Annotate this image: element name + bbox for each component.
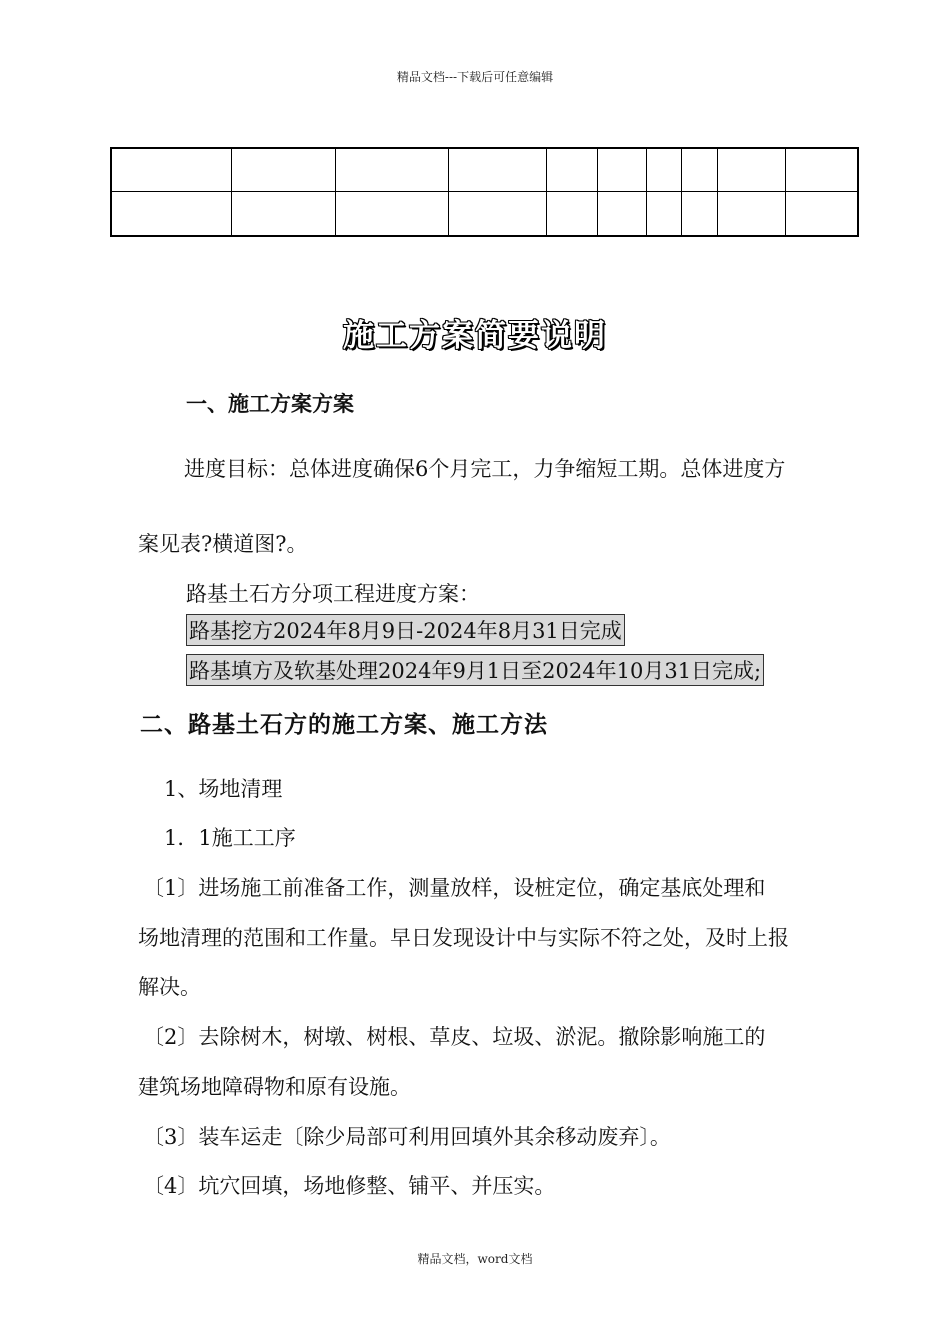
paragraph-line: 〔4〕坑穴回填，场地修整、铺平、并压实。 (143, 1174, 556, 1198)
paragraph-line: 解决。 (138, 975, 201, 999)
table-cell (681, 148, 717, 191)
document-title: 施工方案简要说明 (343, 318, 607, 354)
paragraph-line: 〔2〕去除树木，树墩、树根、草皮、垃圾、淤泥。撤除影响施工的 (143, 1025, 766, 1049)
page-header: 精品文档---下载后可任意编辑 (396, 70, 554, 84)
blank-table (110, 147, 859, 237)
paragraph-line: 场地清理的范围和工作量。早日发现设计中与实际不符之处，及时上报 (138, 926, 789, 950)
table-cell (717, 191, 785, 236)
paragraph-line: 进度目标：总体进度确保6个月完工，力争缩短工期。总体进度方 (184, 457, 786, 481)
paragraph-line: 〔3〕装车运走〔除少局部可利用回填外其余移动废弃〕。 (143, 1125, 671, 1149)
subheading: 1．1施工工序 (164, 826, 296, 850)
highlight-box: 路基挖方2024年8月9日-2024年8月31日完成 (186, 614, 625, 646)
table-cell (681, 191, 717, 236)
section-heading-2: 二、路基土石方的施工方案、施工方法 (140, 712, 548, 738)
table-cell (785, 191, 858, 236)
page-footer: 精品文档，word文档 (417, 1252, 533, 1266)
table-cell (598, 191, 647, 236)
table-cell (335, 191, 448, 236)
section-heading-1: 一、施工方案方案 (186, 392, 354, 416)
table-cell (232, 148, 336, 191)
table-cell (547, 191, 598, 236)
table-cell (335, 148, 448, 191)
highlight-box: 路基填方及软基处理2024年9月1日至2024年10月31日完成; (186, 654, 764, 686)
table-cell (111, 191, 232, 236)
table-cell (647, 148, 682, 191)
table-cell (785, 148, 858, 191)
table-cell (232, 191, 336, 236)
paragraph-line: 案见表?横道图?。 (138, 532, 308, 556)
table-cell (598, 148, 647, 191)
table-cell (647, 191, 682, 236)
paragraph-line: 〔1〕进场施工前准备工作，测量放样，设桩定位，确定基底处理和 (143, 876, 766, 900)
table-cell (547, 148, 598, 191)
paragraph-line: 路基土石方分项工程进度方案： (186, 582, 480, 606)
table-row (111, 191, 858, 236)
subheading: 1、场地清理 (164, 777, 283, 801)
table-cell (111, 148, 232, 191)
table-cell (448, 148, 547, 191)
table-cell (448, 191, 547, 236)
table-row (111, 148, 858, 191)
table-cell (717, 148, 785, 191)
paragraph-line: 建筑场地障碍物和原有设施。 (138, 1075, 411, 1099)
